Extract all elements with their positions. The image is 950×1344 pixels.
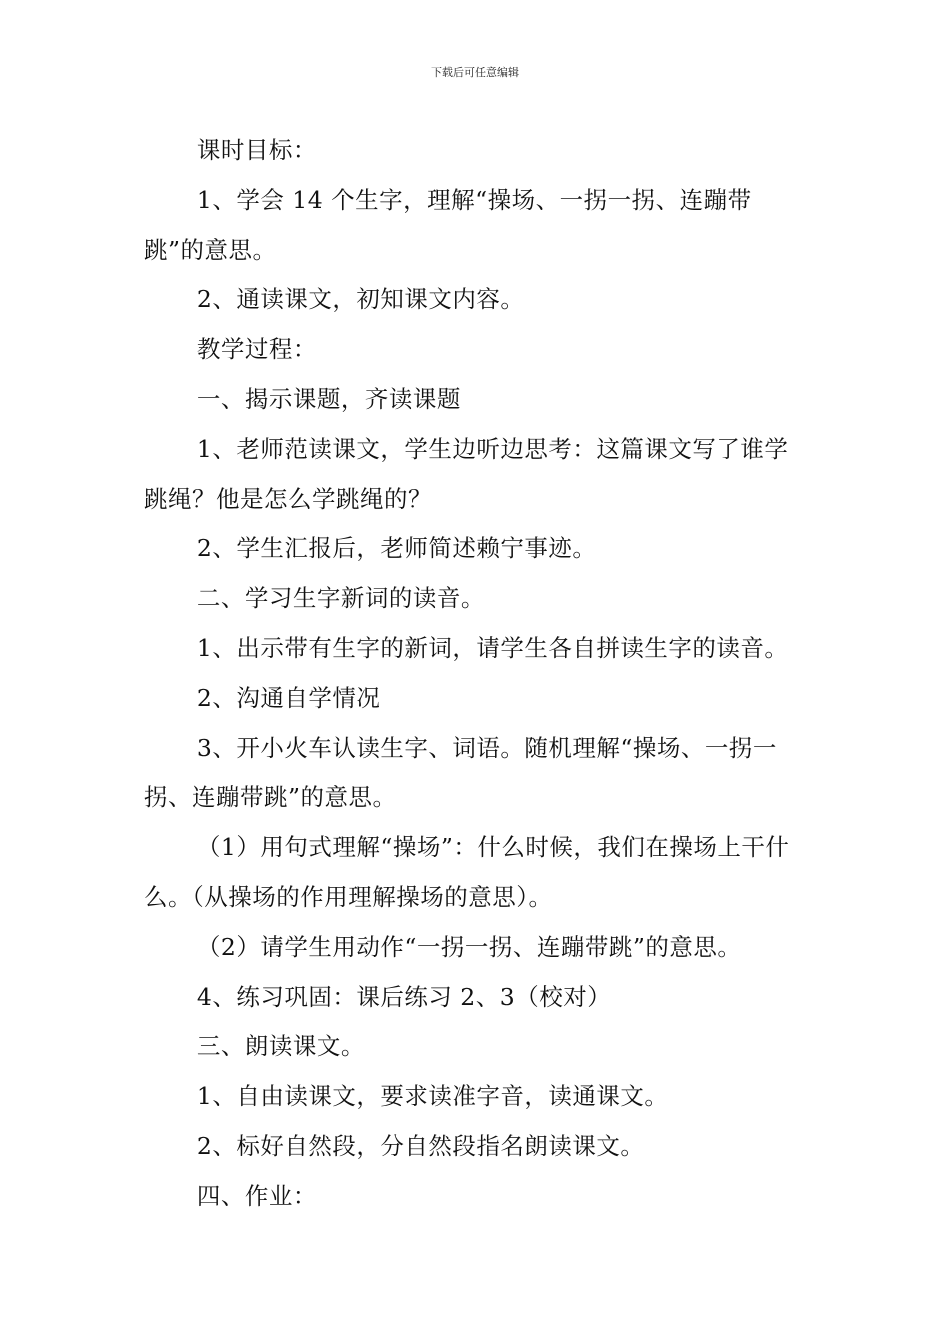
paragraph-objective-2: 2、通读课文，初知课文内容。 bbox=[196, 285, 525, 314]
paragraph-section-2-item-4: 4、练习巩固：课后练习 2、3（校对） bbox=[196, 982, 612, 1011]
paragraph-section-2-subitem-2: （2）请学生用动作“一拐一拐、连蹦带跳”的意思。 bbox=[196, 932, 742, 961]
paragraph-teaching-process-heading: 教学过程： bbox=[196, 335, 317, 364]
paragraph-section-3-item-1: 1、自由读课文，要求读准字音，读通课文。 bbox=[196, 1082, 669, 1111]
paragraph-section-1-heading: 一、揭示课题，齐读课题 bbox=[196, 384, 461, 413]
paragraph-objective-1: 1、学会 14 个生字，理解“操场、一拐一拐、连蹦带跳”的意思。 bbox=[144, 185, 752, 264]
paragraph-section-2-item-2: 2、沟通自学情况 bbox=[196, 683, 381, 712]
paragraph-section-2-item-1: 1、出示带有生字的新词，请学生各自拼读生字的读音。 bbox=[196, 633, 789, 662]
page-header: 下载后可任意编辑 bbox=[431, 66, 519, 79]
paragraph-section-4-heading: 四、作业： bbox=[196, 1181, 317, 1210]
paragraph-section-1-item-1: 1、老师范读课文，学生边听边思考：这篇课文写了谁学跳绳？他是怎么学跳绳的？ bbox=[144, 434, 789, 513]
paragraph-section-3-item-2: 2、标好自然段，分自然段指名朗读课文。 bbox=[196, 1131, 645, 1160]
paragraph-section-2-item-3: 3、开小火车认读生字、词语。随机理解“操场、一拐一拐、连蹦带跳”的意思。 bbox=[144, 733, 777, 812]
paragraph-section-1-item-2: 2、学生汇报后，老师简述赖宁事迹。 bbox=[196, 534, 597, 563]
paragraph-section-2-subitem-1: （1）用句式理解“操场”：什么时候，我们在操场上干什么。（从操场的作用理解操场的意思）。 bbox=[144, 833, 790, 911]
paragraph-section-2-heading: 二、学习生字新词的读音。 bbox=[196, 584, 485, 613]
document-body bbox=[144, 126, 809, 1222]
paragraph-lesson-objectives-heading: 课时目标： bbox=[196, 136, 317, 164]
paragraph-section-3-heading: 三、朗读课文。 bbox=[196, 1032, 365, 1061]
